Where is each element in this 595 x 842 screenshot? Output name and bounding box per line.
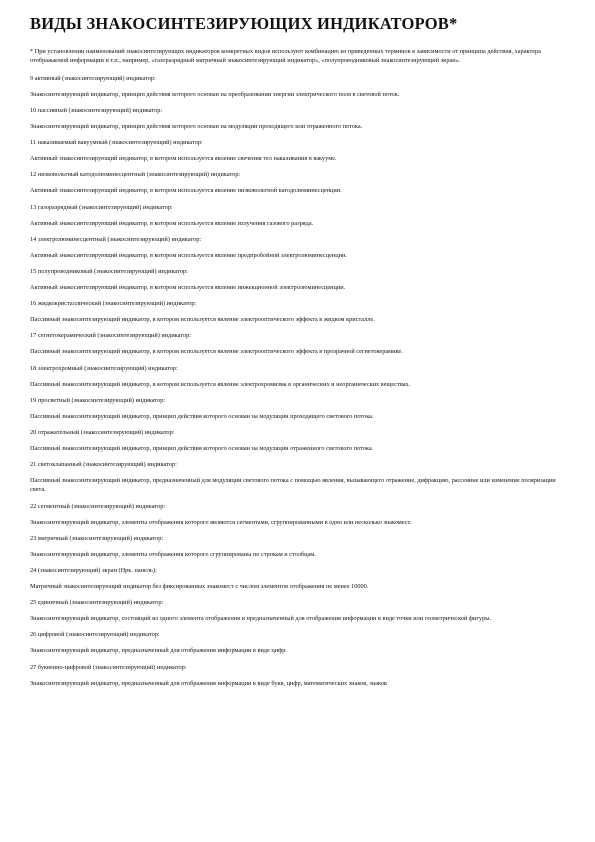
definition-entry [30, 235, 567, 260]
term-heading: 26 цифровой (знакосинтезирующий) индикатор: [30, 631, 160, 639]
page-title: ВИДЫ ЗНАКОСИНТЕЗИРУЮЩИХ ИНДИКАТОРОВ* [30, 14, 458, 33]
term-heading: 14 электролюминесцентный (знакосинтезирующий) индикатор: [30, 235, 202, 243]
definition-entry [30, 267, 567, 292]
term-heading: 19 просветный (знакосинтезирующий) индикатор: [30, 396, 166, 404]
term-definition: Знакосинтезирующий индикатор, предназначенный для отображения информации в виде букв, цифр, математических знаков, знаков [30, 679, 387, 687]
term-definition: Активный знакосинтезирующий индикатор, в котором используется явление свечения тел накаливания в вакууме. [30, 155, 337, 163]
term-heading: 11 накаливаемый вакуумный (знакосинтезирующий) индикатор: [30, 139, 203, 147]
definition-entry [30, 138, 567, 163]
term-heading: 15 полупроводниковый (знакосинтезирующий) индикатор: [30, 268, 188, 276]
term-definition: Пассивный знакосинтезирующий индикатор, в котором используется явление электрооптического эффекта в прозрачной сегнетокерамике. [30, 348, 403, 356]
term-heading: 20 отражательный (знакосинтезирующий) индикатор: [30, 429, 175, 437]
intro-footnote: * При установлении наименований знакосинтезирующих индикаторов конкретных видов используют комбинацию из приведенных терминов в зависимости от принципа действия, характера отображаемой информации и т.п., например, «газоразрядный матричный знакосинтезирующий индикатор», «полупроводниковый знакосинтезирующий экран». [30, 48, 541, 65]
definition-entry [30, 428, 567, 453]
term-heading: 12 низковольтный катодолюминесцентный (знакосинтезирующий) индикатор: [30, 171, 241, 179]
definition-entry [30, 502, 567, 527]
definition-entry [30, 663, 567, 688]
term-heading: 9 активный (знакосинтезирующий) индикатор: [30, 74, 156, 82]
term-heading: 27 буквенно-цифровой (знакосинтезирующий) индикатор: [30, 663, 187, 671]
definition-entry [30, 364, 567, 389]
term-definition: Знакосинтезирующий индикатор, состоящий из одного элемента отображения и предназначенный для отображения информации в виде точки или геометрической фигуры. [30, 615, 492, 623]
term-definition: Пассивный знакосинтезирующий индикатор, предназначенный для модуляции светового потока с помощью явления, вызывающего отражение, дифракцию, рассеяние или изменение поляризации света. [30, 477, 556, 494]
term-heading: 16 жидкокристаллический (знакосинтезирующий) индикатор: [30, 300, 197, 308]
definition-entry [30, 630, 567, 655]
term-definition: Пассивный знакосинтезирующий индикатор, в котором используется явление электрохромизма в органических и неорганических веществах. [30, 380, 411, 388]
term-definition: Активный знакосинтезирующий индикатор, в котором используется явление инжекционной электролюминесценции. [30, 284, 346, 292]
term-heading: 23 матричный (знакосинтезирующий) индикатор: [30, 534, 164, 542]
definition-entry [30, 170, 567, 195]
term-definition: Знакосинтезирующий индикатор, элементы отображения которого сгруппированы по строкам и столбцам. [30, 550, 316, 558]
definition-entry [30, 598, 567, 623]
term-heading: 25 единичный (знакосинтезирующий) индикатор: [30, 599, 164, 607]
term-heading: 10 пассивный (знакосинтезирующий) индикатор: [30, 107, 163, 115]
definitions-list [30, 74, 567, 688]
definition-entry [30, 396, 567, 421]
term-heading: 24 (знакосинтезирующий) экран (Нрк. панель): [30, 567, 157, 575]
term-definition: Знакосинтезирующий индикатор, элементы отображения которого являются сегментами, сгруппированными в одно или несколько знакомест. [30, 518, 412, 526]
term-definition: Знакосинтезирующий индикатор, предназначенный для отображения информации в виде цифр. [30, 647, 287, 655]
term-heading: 13 газоразрядный (знакосинтезирующий) индикатор: [30, 203, 173, 211]
term-heading: 22 сегментный (знакосинтезирующий) индикатор: [30, 502, 166, 510]
definition-entry [30, 106, 567, 131]
term-heading: 18 электрохромный (знакосинтезирующий) индикатор: [30, 364, 178, 372]
definition-entry [30, 203, 567, 228]
definition-entry [30, 460, 567, 494]
term-definition: Матричный знакосинтезирующий индикатор без фиксированных знакомест с числом элементов отображения не менее 10000. [30, 583, 369, 591]
term-definition: Знакосинтезирующий индикатор, принцип действия которого основан на модуляции проходящего или отраженного потока. [30, 123, 363, 131]
definition-entry [30, 534, 567, 559]
term-heading: 17 сегнетокерамический (знакосинтезирующий) индикатор: [30, 332, 191, 340]
term-definition: Пассивный знакосинтезирующий индикатор, в котором используется явление электрооптического эффекта в жидком кристалле. [30, 316, 375, 324]
term-definition: Активный знакосинтезирующий индикатор, в котором используется явление низковольтной катодолюминесценции. [30, 187, 342, 195]
definition-entry [30, 331, 567, 356]
term-definition: Знакосинтезирующий индикатор, принцип действия которого основан на преобразовании энергии электрического поля в световой поток. [30, 90, 400, 98]
definition-entry [30, 74, 567, 99]
term-heading: 21 светоклапанный (знакосинтезирующий) индикатор: [30, 461, 177, 469]
term-definition: Активный знакосинтезирующий индикатор, в котором используется явление излучения газового разряда. [30, 219, 314, 227]
term-definition: Активный знакосинтезирующий индикатор, в котором используется явление предпробойной электролюминесценции. [30, 251, 347, 259]
term-definition: Пассивный знакосинтезирующий индикатор, принцип действия которого основан на модуляции проходящего светового потока. [30, 412, 374, 420]
definition-entry [30, 566, 567, 591]
definition-entry [30, 299, 567, 324]
term-definition: Пассивный знакосинтезирующий индикатор, принцип действия которого основан на модуляции отраженного светового потока. [30, 445, 374, 453]
